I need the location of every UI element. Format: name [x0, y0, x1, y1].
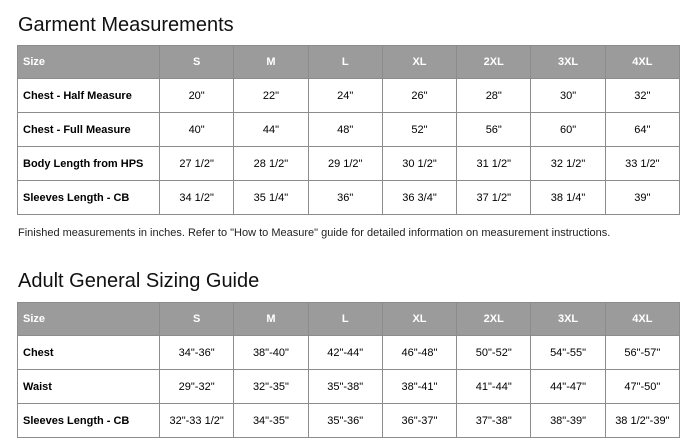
column-header: 4XL [605, 303, 679, 336]
row-label: Body Length from HPS [18, 147, 160, 181]
column-header: S [160, 46, 234, 79]
table-cell: 52" [382, 113, 456, 147]
table-cell: 20" [160, 79, 234, 113]
column-header: Size [18, 303, 160, 336]
column-header: 2XL [457, 46, 531, 79]
table-cell: 40" [160, 113, 234, 147]
table-cell: 32 1/2" [531, 147, 605, 181]
table-cell: 44"-47" [531, 370, 605, 404]
table-cell: 44" [234, 113, 308, 147]
table-cell: 32"-33 1/2" [160, 404, 234, 438]
table-cell: 32" [605, 79, 679, 113]
table-cell: 24" [308, 79, 382, 113]
measurement-note: Finished measurements in inches. Refer to "How to Measure" guide for detailed information on measurement instructions. [18, 227, 611, 239]
column-header: 3XL [531, 46, 605, 79]
adult-sizing-table [17, 302, 680, 438]
table-row [18, 404, 680, 438]
table-cell: 32"-35" [234, 370, 308, 404]
table-cell: 35"-36" [308, 404, 382, 438]
table-row [18, 181, 680, 215]
row-label: Sleeves Length - CB [18, 181, 160, 215]
table-cell: 35"-38" [308, 370, 382, 404]
row-label: Chest - Half Measure [18, 79, 160, 113]
table-cell: 22" [234, 79, 308, 113]
table-cell: 38"-39" [531, 404, 605, 438]
table-cell: 36"-37" [382, 404, 456, 438]
table-cell: 64" [605, 113, 679, 147]
table-cell: 56" [457, 113, 531, 147]
table-cell: 50"-52" [457, 336, 531, 370]
table-cell: 29 1/2" [308, 147, 382, 181]
table-cell: 27 1/2" [160, 147, 234, 181]
garment-measurements-table [17, 45, 680, 215]
table-cell: 33 1/2" [605, 147, 679, 181]
table-cell: 26" [382, 79, 456, 113]
table-cell: 39" [605, 181, 679, 215]
table-cell: 30" [531, 79, 605, 113]
table-cell: 38 1/2"-39" [605, 404, 679, 438]
table-cell: 48" [308, 113, 382, 147]
table-cell: 47"-50" [605, 370, 679, 404]
table-cell: 46"-48" [382, 336, 456, 370]
table-cell: 38"-41" [382, 370, 456, 404]
table-cell: 34"-36" [160, 336, 234, 370]
column-header: S [160, 303, 234, 336]
table-cell: 31 1/2" [457, 147, 531, 181]
column-header: 2XL [457, 303, 531, 336]
table-header-row [18, 46, 680, 79]
row-label: Chest - Full Measure [18, 113, 160, 147]
column-header: M [234, 46, 308, 79]
table-row [18, 147, 680, 181]
table-cell: 35 1/4" [234, 181, 308, 215]
table-cell: 28" [457, 79, 531, 113]
table-cell: 60" [531, 113, 605, 147]
table-cell: 34 1/2" [160, 181, 234, 215]
garment-measurements-title: Garment Measurements [18, 14, 234, 36]
table-row [18, 336, 680, 370]
table-cell: 38"-40" [234, 336, 308, 370]
column-header: XL [382, 46, 456, 79]
table-row [18, 79, 680, 113]
row-label: Waist [18, 370, 160, 404]
adult-sizing-guide-title: Adult General Sizing Guide [18, 270, 260, 292]
column-header: XL [382, 303, 456, 336]
table-cell: 28 1/2" [234, 147, 308, 181]
table-cell: 42"-44" [308, 336, 382, 370]
table-cell: 29"-32" [160, 370, 234, 404]
table-cell: 37 1/2" [457, 181, 531, 215]
table-header-row [18, 303, 680, 336]
table-cell: 38 1/4" [531, 181, 605, 215]
table-row [18, 113, 680, 147]
column-header: 4XL [605, 46, 679, 79]
column-header: L [308, 303, 382, 336]
table-cell: 36" [308, 181, 382, 215]
table-cell: 37"-38" [457, 404, 531, 438]
column-header: M [234, 303, 308, 336]
table-cell: 41"-44" [457, 370, 531, 404]
row-label: Sleeves Length - CB [18, 404, 160, 438]
table-cell: 54"-55" [531, 336, 605, 370]
table-cell: 56"-57" [605, 336, 679, 370]
row-label: Chest [18, 336, 160, 370]
column-header: Size [18, 46, 160, 79]
column-header: L [308, 46, 382, 79]
table-cell: 30 1/2" [382, 147, 456, 181]
table-row [18, 370, 680, 404]
table-cell: 36 3/4" [382, 181, 456, 215]
column-header: 3XL [531, 303, 605, 336]
table-cell: 34"-35" [234, 404, 308, 438]
